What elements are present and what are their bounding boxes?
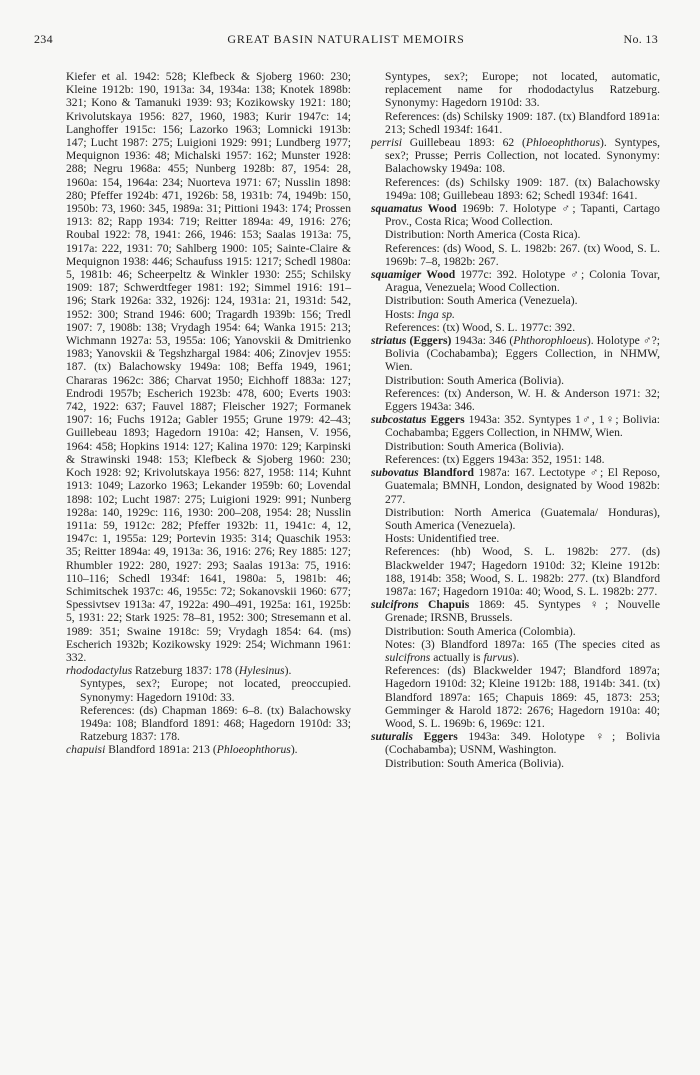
issue-number: No. 13 xyxy=(623,32,658,46)
species-authority: Ratzeburg 1837: 178 xyxy=(135,664,233,678)
distribution: Distribution: South America (Colombia). xyxy=(385,624,576,638)
species-name: squamiger xyxy=(371,268,422,282)
type-info: Syntypes, sex?; Europe; not located, automatic, replacement name for rhododactylus Ratzeburg. Synonymy: Hagedorn 1910d: 33. xyxy=(385,70,660,110)
type-info: 1987a: 167. Lectotype ♂; El Reposo, Guatemala; BMNH, London, designated by Wood 1982b: 277. xyxy=(385,466,660,506)
entry-suturalis xyxy=(371,730,660,770)
type-info: Syntypes, sex?; Europe; not located, preoccupied. Synonymy: Hagedorn 1910d: 33. xyxy=(80,677,351,704)
references: References: (tx) Eggers 1943a: 352, 1951: 148. xyxy=(385,452,605,466)
entry-striatus: striatus (Eggers) 1943a: 346 (Phthorophloeus). Holotype ♂?; Bolivia (Cochabamba); Eggers Collection, in NHMW, Wien. Distribution: South America (Bolivia). References: (tx) Anderson, W. H. & Anderson 1971: 32; Eggers 1943a: 346. xyxy=(371,334,661,414)
species-name: sulcifrons xyxy=(371,598,419,612)
references: References: (ds) Schilsky 1909: 187. (tx) Balachowsky 1949a: 108; Guillebeau 1893: 62; Schedl 1934f: 1641. xyxy=(385,175,660,202)
references: References: (ds) Schilsky 1909: 187. (tx) Blandford 1891a: 213; Schedl 1934f: 1641. xyxy=(385,109,660,136)
type-info: 1969b: 7. Holotype ♂; Tapanti, Cartago Prov., Costa Rica; Wood Collection. xyxy=(385,202,660,229)
entry-perrisi: perrisi Guillebeau 1893: 62 (Phloeophthorus). Syntypes, sex?; Prusse; Perris Collection, not located. Synonymy: Balachowsky 1949a: 108. References: (ds) Schilsky 1909: 187. (tx) Balachowsky 1949a: 108; Guillebeau 1893: 62; Schedl 1934f: 1641. xyxy=(371,136,660,202)
species-name: striatus xyxy=(371,334,407,348)
references: References: (ds) Chapman 1869: 6–8. (tx) Balachowsky 1949a: 108; Blandford 1891: 468; Hagedorn 1910d: 33; Ratzeburg 1837: 178. xyxy=(80,703,351,744)
references-continued: Kiefer et al. 1942: 528; Klefbeck & Sjoberg 1960: 230; Kleine 1912b: 190, 1913a: 34, 1934a: 138; Knotek 1898b: 321; Kono & Tamanuki 1939: 93; Kozikowsky 1921: 180; Krivolutskaya 1956: 827, 1960, 1983; Kurir 1947c: 14; Langhoffer 1915c: 156; Lazorko 1963; Lomnicki 1913b: 147; Lucht 1987: 275; Luigioni 1929: 991; Lundberg 1977; Mequignon 1936: 48; Michalski 1957: 162; Munster 1928: 288; Negru 1968a: 455; Nunberg 1928b: 87, 1954: 28, 1960a: 154, 1964a: 234; Nuorteva 1971: 67; Nusslin 1898: 280; Pfeffer 1924b: 471, 1926b: 58, 1931b: 74, 1949b: 150, 1950b: 73, 1960: 345, 1989a: 31; Pittioni 1943: 174; Prossen 1913: 82; Rapp 1934: 719; Reitter 1894a: 49, 1916: 276; Roubal 1922: 78, 1941: 266, 1946: 153; Saalas 1913a: 75, 1917a: 222, 1931: 70; Sahlberg 1900: 105; Sainte-Claire & Mequignon 1938: 446; Schaufuss 1915: 1217; Schedl 1980a: 5, 1981b: 46; Scheerpeltz & Winkler 1930: 255; Schilsky 1909: 187; Schwerdtfeger 1981: 192; Simmel 1916: 191–196; Stark 1926a: 332, 1926j: 124, 1931a: 21, 1931d: 542, 1952: 300; Strand 1946: 600; Tragardh 1939b: 156; Tredl 1907: 7, 1908b: 138; Vrydagh 1954: 64; Wanka 1915: 213; Wichmann 1927a: 53, 1955a: 106; Yanovskii & Dmitrienko 1983; Yanovskii & Tegshzhargal 1984: 406; Zinovjev 1955: 187. (tx) Balachowsky 1949a: 108; Beffa 1949, 1961; Chararas 1962c: 386; Charvat 1950; Eichhoff 1883a: 127; Endrodi 1957b; Escherich 1923b: 478, 600; Everts 1903: 742, 1922: 637; Fauvel 1887; Fleischer 1927; Formanek 1907: 16; Fuchs 1912a; Gabler 1955; Grune 1979: 42–43; Guillebeau 1893; Hagedorn 1910a: 42; Hansen, V. 1956, 1964: 458; Hopkins 1914: 127; Kalina 1970: 129; Karpinski & Strawinski 1948: 153; Klefbeck & Sjoberg 1960: 230; Koch 1928: 92; Krivolutskaya 1956: 827, 1958: 114; Kuhnt 1913: 1049; Lazorko 1963; Lekander 1959b: 60; Lovendal 1898: 102; Lucht 1987: 275; Luigioni 1929: 991; Nunberg 1928a: 140, 1929c: 116, 1930: 200–208, 1954: 28; Nusslin 1911a: 59, 1912c: 282; Pfeffer 1932b: 11, 1941c: 4, 12, 1947c: 1, 1955a: 129; Portevin 1935: 314; Quaschik 1953: 35; Reitter 1894a: 49, 1913a: 36, 1916: 276; Rey 1885: 127; Rhumbler 1922: 280, 1927: 293; Saalas 1913a: 75, 1916: 110–116; Schedl 1934f: 1641, 1980a: 5, 1981b: 46; Schimitschek 1937c: 46, 1955c: 72; Sokanovskii 1960: 677; Spessivtsev 1913a: 47, 1922a: 490–491, 1925a: 161, 1925b: 5, 1931: 22; Stark 1925: 78–81, 1952: 300; Stresemann et al. 1989: 351; Swaine 1918c: 59; Vrydagh 1854: 64. (ms) Escherich 1932b; Kozikowsky 1929: 254; Wichmann 1961: 332. xyxy=(66,70,351,664)
distribution: Distribution: South America (Bolivia). xyxy=(385,439,565,453)
species-name: subovatus xyxy=(371,466,419,480)
species-authority: Wood xyxy=(427,202,457,216)
distribution: Distribution: North America (Guatemala/ Honduras), South America (Venezuela). xyxy=(385,505,660,532)
type-info: 1943a: 352. Syntypes 1♂, 1♀; Bolivia: Cochabamba; Eggers Collection, in NHMW, Wien. xyxy=(385,413,661,440)
running-title: GREAT BASIN NATURALIST MEMOIRS xyxy=(227,32,465,46)
hosts: Hosts: Unidentified tree. xyxy=(385,532,500,546)
species-name: squamatus xyxy=(371,202,423,216)
distribution: Distribution: North America (Costa Rica). xyxy=(385,228,581,242)
species-authority: Chapuis xyxy=(428,598,470,612)
type-info: 1869: 45. Syntypes ♀; Nouvelle Grenade; IRSNB, Brussels. xyxy=(385,598,660,625)
entry-sulcifrons xyxy=(371,598,660,730)
entry-subovatus xyxy=(371,466,660,598)
original-genus: Hylesinus xyxy=(238,664,285,678)
entry-subcostatus xyxy=(371,413,660,466)
references: References: (ds) Blackwelder 1947; Blandford 1897a; Hagedorn 1910d: 32; Kleine 1912b: 188, 1914b: 341. (tx) Blandford 1897a: 165; Chapuis 1869: 45, 1873: 253; Gemminger & Harold 1872: 2676; Hagedorn 1910a: 40; Wood, S. L. 1969b: 6, 1969c: 121. xyxy=(385,664,660,730)
type-info: Holotype ♂?; Bolivia (Cochabamba); Eggers Collection, in NHMW, Wien. xyxy=(385,334,661,374)
species-authority: Blandford xyxy=(423,466,474,480)
species-authority: Eggers xyxy=(423,730,458,744)
species-name: suturalis xyxy=(371,730,413,744)
species-name: subcostatus xyxy=(371,413,427,427)
entry-squamatus xyxy=(371,202,660,268)
references: References: (tx) Anderson, W. H. & Anderson 1971: 32; Eggers 1943a: 346. xyxy=(385,386,660,414)
species-authority: (Eggers) xyxy=(409,334,452,348)
notes: Notes: (3) Blandford 1897a: 165 (The species cited as sulcifrons actually is furvus). xyxy=(385,637,660,664)
original-genus: Phloeophthorus xyxy=(525,136,600,150)
distribution: Distribution: South America (Venezuela). xyxy=(385,294,578,308)
entry-rhododactylus: rhododactylus Ratzeburg 1837: 178 (Hylesinus). Syntypes, sex?; Europe; not located, preoccupied. Synonymy: Hagedorn 1910d: 33. References: (ds) Chapman 1869: 6–8. (tx) Balachowsky 1949a: 108; Blandford 1891: 468; Hagedorn 1910d: 33; Ratzeburg 1837: 178. xyxy=(66,664,351,744)
original-genus: Phloeophthorus xyxy=(216,743,291,757)
left-column xyxy=(66,70,351,757)
references: References: (hb) Wood, S. L. 1982b: 277. (ds) Blackwelder 1947; Hagedorn 1910d: 32; Kleine 1912b: 188, 1914b: 358; Wood, S. L. 1982b: 277. (tx) Blandford 1987a: 167; Hagedorn 1910a: 40; Wood, S. L. 1982b: 277. xyxy=(385,545,660,598)
entry-squamiger xyxy=(371,268,660,334)
distribution: Distribution: South America (Bolivia). xyxy=(385,373,565,387)
type-info-cite: 1943a: 346 xyxy=(454,334,507,348)
species-authority: Guillebeau 1893: 62 xyxy=(409,136,515,150)
type-info: 1977c: 392. Holotype ♂; Colonia Tovar, Aragua, Venezuela; Wood Collection. xyxy=(385,268,660,295)
type-info: Syntypes, sex?; Prusse; Perris Collection, not located. Synonymy: Balachowsky 1949a: 108. xyxy=(385,136,660,176)
references: References: (tx) Wood, S. L. 1977c: 392. xyxy=(385,320,576,334)
page-number: 234 xyxy=(34,32,53,46)
distribution: Distribution: South America (Bolivia). xyxy=(385,756,565,770)
original-genus: Phthorophloeus xyxy=(513,334,587,348)
species-name: perrisi xyxy=(371,136,402,150)
species-name: rhododactylus xyxy=(66,664,133,678)
type-info: 1943a: 349. Holotype ♀; Bolivia (Cochabamba); USNM, Washington. xyxy=(385,730,660,757)
species-authority: Wood xyxy=(426,268,456,282)
hosts: Hosts: Inga sp. xyxy=(385,307,455,321)
species-name: chapuisi xyxy=(66,743,106,757)
page-header xyxy=(34,32,658,48)
species-authority: Eggers xyxy=(430,413,465,427)
entry-chapuisi-cont xyxy=(371,70,660,136)
species-authority: Blandford 1891a: 213 xyxy=(108,743,210,757)
right-column xyxy=(371,70,660,770)
references: References: (ds) Wood, S. L. 1982b: 267. (tx) Wood, S. L. 1969b: 7–8, 1982b: 267. xyxy=(385,241,660,268)
entry-chapuisi: chapuisi Blandford 1891a: 213 (Phloeophthorus). xyxy=(66,743,298,757)
